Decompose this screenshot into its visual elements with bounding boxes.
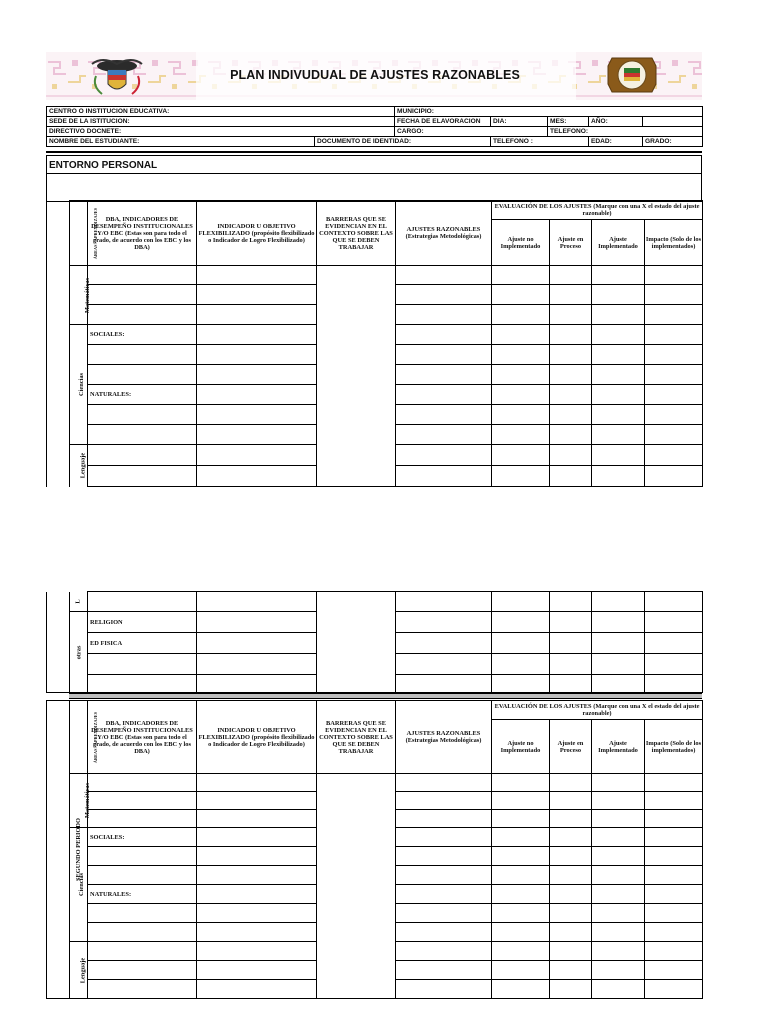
cell[interactable] bbox=[396, 305, 492, 325]
cell[interactable] bbox=[88, 810, 197, 828]
cell[interactable] bbox=[197, 828, 317, 847]
dba-header: DBA, INDICADORES DE DESEMPEÑO INSTITUCIONALES Y/O EBC (Estas son para todo el grado, de acuerdo con los EBC y los DBA) bbox=[88, 201, 197, 266]
cell[interactable] bbox=[550, 405, 592, 425]
cell[interactable] bbox=[645, 445, 703, 466]
cell[interactable] bbox=[492, 792, 550, 810]
cell[interactable] bbox=[88, 923, 197, 942]
cell[interactable] bbox=[645, 847, 703, 866]
cell[interactable] bbox=[88, 961, 197, 980]
evaluacion-header: EVALUACIÓN DE LOS AJUSTES (Marque con una X el estado del ajuste razonable) bbox=[492, 701, 703, 720]
dia-label: DIA: bbox=[491, 117, 548, 127]
cell[interactable] bbox=[592, 654, 645, 675]
area-matematicas: Matemáticas bbox=[70, 266, 88, 325]
cell[interactable] bbox=[645, 592, 703, 612]
cell[interactable] bbox=[645, 866, 703, 885]
cell[interactable] bbox=[592, 405, 645, 425]
cell[interactable] bbox=[396, 675, 492, 693]
cargo-label: CARGO: bbox=[395, 127, 548, 137]
cell[interactable] bbox=[550, 980, 592, 999]
cell[interactable] bbox=[492, 592, 550, 612]
cell[interactable] bbox=[197, 904, 317, 923]
cell[interactable] bbox=[645, 885, 703, 904]
cell[interactable] bbox=[197, 654, 317, 675]
areas-header: ÁREAS / APRENDIZAJES bbox=[70, 701, 88, 774]
ajustes-header: AJUSTES RAZONABLES (Estrategias Metodológicas) bbox=[396, 701, 492, 774]
cell[interactable] bbox=[550, 285, 592, 305]
cell[interactable] bbox=[396, 466, 492, 487]
telefono-label: TELEFONO: bbox=[548, 127, 703, 137]
cell[interactable] bbox=[88, 305, 197, 325]
period-separator bbox=[69, 693, 702, 699]
cell[interactable] bbox=[645, 774, 703, 792]
cell[interactable] bbox=[645, 654, 703, 675]
cell[interactable] bbox=[197, 792, 317, 810]
cell[interactable] bbox=[197, 980, 317, 999]
municipio-label: MUNICIPIO: bbox=[395, 107, 703, 117]
header-row bbox=[47, 201, 703, 220]
cell[interactable] bbox=[88, 675, 197, 693]
cell[interactable] bbox=[197, 774, 317, 792]
colombia-crest-logo bbox=[86, 56, 148, 100]
barreras-cell[interactable] bbox=[317, 774, 396, 999]
cell[interactable] bbox=[645, 828, 703, 847]
cell[interactable] bbox=[396, 828, 492, 847]
cell[interactable] bbox=[645, 405, 703, 425]
indicador-header: INDICADOR U OBJETIVO FLEXIBILIZADO (propósito flexibilizado o Indicador de Logro Flexibilizado) bbox=[197, 201, 317, 266]
directivo-label: DIRECTIVO DOCNETE: bbox=[47, 127, 395, 137]
cell[interactable] bbox=[592, 980, 645, 999]
cell[interactable] bbox=[592, 961, 645, 980]
cell[interactable] bbox=[492, 405, 550, 425]
cell[interactable] bbox=[550, 612, 592, 633]
table-row bbox=[47, 592, 703, 612]
table-row bbox=[47, 774, 703, 792]
cell[interactable] bbox=[396, 980, 492, 999]
telefono2-label: TELEFONO : bbox=[491, 137, 589, 147]
ajustes-header: AJUSTES RAZONABLES (Estrategias Metodológicas) bbox=[396, 201, 492, 266]
cell[interactable] bbox=[197, 305, 317, 325]
cell[interactable] bbox=[645, 961, 703, 980]
area-lenguaje-cont: L bbox=[70, 592, 88, 612]
cell[interactable] bbox=[88, 847, 197, 866]
cell[interactable] bbox=[492, 285, 550, 305]
cell[interactable] bbox=[396, 810, 492, 828]
naturales-label: NATURALES: bbox=[88, 385, 197, 405]
cell[interactable] bbox=[197, 961, 317, 980]
cell[interactable] bbox=[550, 847, 592, 866]
cell[interactable] bbox=[396, 612, 492, 633]
cell[interactable] bbox=[645, 923, 703, 942]
cell[interactable] bbox=[197, 266, 317, 285]
cell[interactable] bbox=[645, 904, 703, 923]
period-label-cell bbox=[47, 592, 70, 693]
cell[interactable] bbox=[550, 445, 592, 466]
cell[interactable] bbox=[197, 923, 317, 942]
cell[interactable] bbox=[492, 466, 550, 487]
period-label-cell bbox=[47, 201, 70, 487]
anio-value[interactable] bbox=[643, 117, 703, 127]
cell[interactable] bbox=[396, 266, 492, 285]
cell[interactable] bbox=[197, 810, 317, 828]
entorno-personal-section bbox=[46, 155, 702, 201]
cell[interactable] bbox=[492, 866, 550, 885]
cell[interactable] bbox=[88, 904, 197, 923]
cell[interactable] bbox=[396, 405, 492, 425]
impacto-header: Impacto (Solo de los implementados) bbox=[645, 220, 703, 266]
impl-header: Ajuste Implementado bbox=[592, 720, 645, 774]
no-impl-header: Ajuste no Implementado bbox=[492, 720, 550, 774]
no-impl-header: Ajuste no Implementado bbox=[492, 220, 550, 266]
section-divider bbox=[46, 151, 702, 153]
cell[interactable] bbox=[88, 980, 197, 999]
cell[interactable] bbox=[645, 792, 703, 810]
cell[interactable] bbox=[197, 445, 317, 466]
mes-label: MES: bbox=[548, 117, 589, 127]
cell[interactable] bbox=[550, 654, 592, 675]
cell[interactable] bbox=[592, 866, 645, 885]
cell[interactable] bbox=[592, 923, 645, 942]
cell[interactable] bbox=[396, 365, 492, 385]
cell[interactable] bbox=[88, 466, 197, 487]
cell[interactable] bbox=[396, 885, 492, 904]
cell[interactable] bbox=[592, 266, 645, 285]
cell[interactable] bbox=[396, 345, 492, 365]
cell[interactable] bbox=[492, 885, 550, 904]
cell[interactable] bbox=[197, 285, 317, 305]
edfisica-label: ED FISICA bbox=[88, 633, 197, 654]
cell[interactable] bbox=[492, 385, 550, 405]
cell[interactable] bbox=[550, 810, 592, 828]
fecha-label: FECHA DE ELAVORACION bbox=[395, 117, 491, 127]
anio-label: AÑO: bbox=[589, 117, 643, 127]
cell[interactable] bbox=[88, 792, 197, 810]
cell[interactable] bbox=[550, 425, 592, 445]
cell[interactable] bbox=[492, 774, 550, 792]
cell[interactable] bbox=[492, 305, 550, 325]
cell[interactable] bbox=[197, 612, 317, 633]
cell[interactable] bbox=[592, 285, 645, 305]
cell[interactable] bbox=[396, 904, 492, 923]
cell[interactable] bbox=[492, 961, 550, 980]
cell[interactable] bbox=[396, 866, 492, 885]
barreras-header: BARRERAS QUE SE EVIDENCIAN EN EL CONTEXTO SOBRE LAS QUE SE DEBEN TRABAJAR bbox=[317, 201, 396, 266]
cell[interactable] bbox=[88, 405, 197, 425]
cell[interactable] bbox=[396, 774, 492, 792]
cell[interactable] bbox=[592, 305, 645, 325]
cell[interactable] bbox=[550, 885, 592, 904]
cell[interactable] bbox=[88, 266, 197, 285]
cell[interactable] bbox=[197, 866, 317, 885]
cell[interactable] bbox=[645, 612, 703, 633]
info-row bbox=[47, 107, 703, 117]
cell[interactable] bbox=[396, 633, 492, 654]
cell[interactable] bbox=[396, 325, 492, 345]
cell[interactable] bbox=[592, 904, 645, 923]
period-table-1 bbox=[46, 200, 703, 487]
cell[interactable] bbox=[550, 961, 592, 980]
cell[interactable] bbox=[645, 385, 703, 405]
cell[interactable] bbox=[197, 345, 317, 365]
impl-header: Ajuste Implementado bbox=[592, 220, 645, 266]
proceso-header: Ajuste en Proceso bbox=[550, 220, 592, 266]
estudiante-label: NOMBRE DEL ESTUDIANTE: bbox=[47, 137, 315, 147]
sede-label: SEDE DE LA ISTITUCION: bbox=[47, 117, 395, 127]
page-title: PLAN INDIVUDUAL DE AJUSTES RAZONABLES bbox=[230, 68, 520, 82]
cell[interactable] bbox=[492, 847, 550, 866]
cell[interactable] bbox=[592, 592, 645, 612]
cell[interactable] bbox=[550, 923, 592, 942]
cell[interactable] bbox=[592, 828, 645, 847]
cell[interactable] bbox=[197, 466, 317, 487]
entorno-line bbox=[46, 173, 702, 174]
cell[interactable] bbox=[592, 325, 645, 345]
info-row bbox=[47, 117, 703, 127]
religion-label: RELIGION bbox=[88, 612, 197, 633]
cell[interactable] bbox=[88, 285, 197, 305]
cell[interactable] bbox=[197, 425, 317, 445]
cell[interactable] bbox=[645, 285, 703, 305]
cell[interactable] bbox=[592, 445, 645, 466]
cell[interactable] bbox=[592, 774, 645, 792]
cell[interactable] bbox=[550, 305, 592, 325]
cell[interactable] bbox=[197, 942, 317, 961]
cell[interactable] bbox=[396, 923, 492, 942]
cell[interactable] bbox=[396, 847, 492, 866]
cell[interactable] bbox=[396, 961, 492, 980]
cell[interactable] bbox=[550, 904, 592, 923]
cell[interactable] bbox=[88, 942, 197, 961]
cell[interactable] bbox=[645, 365, 703, 385]
proceso-header: Ajuste en Proceso bbox=[550, 720, 592, 774]
cell[interactable] bbox=[492, 904, 550, 923]
cell[interactable] bbox=[550, 385, 592, 405]
cell[interactable] bbox=[197, 592, 317, 612]
centro-label: CENTRO O INSTITUCION EDUCATIVA: bbox=[47, 107, 395, 117]
period-table-2 bbox=[46, 700, 703, 999]
cell[interactable] bbox=[492, 675, 550, 693]
cell[interactable] bbox=[592, 385, 645, 405]
cell[interactable] bbox=[592, 847, 645, 866]
cell[interactable] bbox=[592, 675, 645, 693]
cell[interactable] bbox=[492, 980, 550, 999]
impacto-header: Impacto (Solo de los implementados) bbox=[645, 720, 703, 774]
cell[interactable] bbox=[197, 885, 317, 904]
cell[interactable] bbox=[550, 365, 592, 385]
cell[interactable] bbox=[396, 792, 492, 810]
sociales-label: SOCIALES: bbox=[88, 325, 197, 345]
evaluacion-header: EVALUACIÓN DE LOS AJUSTES (Marque con una X el estado del ajuste razonable) bbox=[492, 201, 703, 220]
cell[interactable] bbox=[197, 675, 317, 693]
cell[interactable] bbox=[645, 266, 703, 285]
cell[interactable] bbox=[592, 810, 645, 828]
cell[interactable] bbox=[645, 305, 703, 325]
cell[interactable] bbox=[197, 385, 317, 405]
cell[interactable] bbox=[197, 633, 317, 654]
cell[interactable] bbox=[492, 612, 550, 633]
period-table-1-continued bbox=[46, 591, 703, 693]
cell[interactable] bbox=[592, 466, 645, 487]
cell[interactable] bbox=[396, 445, 492, 466]
cell[interactable] bbox=[492, 654, 550, 675]
cell[interactable] bbox=[492, 266, 550, 285]
header-row bbox=[47, 701, 703, 720]
cell[interactable] bbox=[550, 774, 592, 792]
cell[interactable] bbox=[88, 345, 197, 365]
naturales-label: NATURALES: bbox=[88, 885, 197, 904]
cell[interactable] bbox=[492, 828, 550, 847]
cell[interactable] bbox=[645, 633, 703, 654]
cell[interactable] bbox=[550, 266, 592, 285]
barreras-cell[interactable] bbox=[317, 592, 396, 693]
cell[interactable] bbox=[592, 792, 645, 810]
cell[interactable] bbox=[197, 405, 317, 425]
cell[interactable] bbox=[492, 365, 550, 385]
institution-seal-logo bbox=[606, 52, 658, 98]
cell[interactable] bbox=[492, 810, 550, 828]
cell[interactable] bbox=[645, 345, 703, 365]
cell[interactable] bbox=[645, 980, 703, 999]
cell[interactable] bbox=[550, 325, 592, 345]
edad-label: EDAD: bbox=[589, 137, 643, 147]
cell[interactable] bbox=[88, 592, 197, 612]
entorno-heading: ENTORNO PERSONAL bbox=[49, 160, 158, 171]
areas-header: ÁREAS / APRENDIZAJES bbox=[70, 201, 88, 266]
segundo-periodo-label: SEGUNDO PERIODO bbox=[47, 701, 70, 999]
cell[interactable] bbox=[492, 325, 550, 345]
cell[interactable] bbox=[592, 633, 645, 654]
cell[interactable] bbox=[645, 675, 703, 693]
cell[interactable] bbox=[645, 810, 703, 828]
cell[interactable] bbox=[88, 654, 197, 675]
cell[interactable] bbox=[550, 633, 592, 654]
cell[interactable] bbox=[197, 365, 317, 385]
cell[interactable] bbox=[592, 425, 645, 445]
area-ciencias: Ciencias bbox=[70, 828, 88, 942]
cell[interactable] bbox=[396, 385, 492, 405]
grado-label: GRADO: bbox=[643, 137, 703, 147]
cell[interactable] bbox=[197, 325, 317, 345]
cell[interactable] bbox=[592, 345, 645, 365]
cell[interactable] bbox=[550, 592, 592, 612]
area-lenguaje: Lenguaje bbox=[70, 445, 88, 487]
cell[interactable] bbox=[396, 654, 492, 675]
dba-header: DBA, INDICADORES DE DESEMPEÑO INSTITUCIONALES Y/O EBC (Estas son para todo el grado, de acuerdo con los EBC y los DBA) bbox=[88, 701, 197, 774]
cell[interactable] bbox=[492, 923, 550, 942]
cell[interactable] bbox=[550, 466, 592, 487]
cell[interactable] bbox=[88, 445, 197, 466]
area-lenguaje: Lenguaje bbox=[70, 942, 88, 999]
cell[interactable] bbox=[645, 325, 703, 345]
area-otras: otras bbox=[70, 612, 88, 693]
cell[interactable] bbox=[645, 425, 703, 445]
info-table bbox=[46, 106, 703, 147]
cell[interactable] bbox=[592, 612, 645, 633]
cell[interactable] bbox=[197, 847, 317, 866]
cell[interactable] bbox=[88, 365, 197, 385]
cell[interactable] bbox=[592, 885, 645, 904]
documento-label: DOCUMENTO DE IDENTIDAD: bbox=[315, 137, 491, 147]
cell[interactable] bbox=[645, 942, 703, 961]
cell[interactable] bbox=[550, 675, 592, 693]
cell[interactable] bbox=[550, 828, 592, 847]
cell[interactable] bbox=[492, 633, 550, 654]
cell[interactable] bbox=[396, 285, 492, 305]
cell[interactable] bbox=[88, 866, 197, 885]
info-row bbox=[47, 137, 703, 147]
cell[interactable] bbox=[88, 774, 197, 792]
cell[interactable] bbox=[550, 792, 592, 810]
barreras-cell[interactable] bbox=[317, 266, 396, 487]
cell[interactable] bbox=[492, 942, 550, 961]
area-ciencias: Ciencias bbox=[70, 325, 88, 445]
cell[interactable] bbox=[396, 942, 492, 961]
cell[interactable] bbox=[88, 425, 197, 445]
sociales-label: SOCIALES: bbox=[88, 828, 197, 847]
cell[interactable] bbox=[550, 942, 592, 961]
cell[interactable] bbox=[492, 445, 550, 466]
cell[interactable] bbox=[396, 592, 492, 612]
cell[interactable] bbox=[492, 345, 550, 365]
cell[interactable] bbox=[592, 942, 645, 961]
info-row bbox=[47, 127, 703, 137]
cell[interactable] bbox=[550, 345, 592, 365]
cell[interactable] bbox=[592, 365, 645, 385]
area-matematicas: Matemáticas bbox=[70, 774, 88, 828]
cell[interactable] bbox=[645, 466, 703, 487]
cell[interactable] bbox=[492, 425, 550, 445]
table-row bbox=[47, 266, 703, 285]
barreras-header: BARRERAS QUE SE EVIDENCIAN EN EL CONTEXTO SOBRE LAS QUE SE DEBEN TRABAJAR bbox=[317, 701, 396, 774]
indicador-header: INDICADOR U OBJETIVO FLEXIBILIZADO (propósito flexibilizado o Indicador de Logro Flexibilizado) bbox=[197, 701, 317, 774]
cell[interactable] bbox=[550, 866, 592, 885]
cell[interactable] bbox=[396, 425, 492, 445]
